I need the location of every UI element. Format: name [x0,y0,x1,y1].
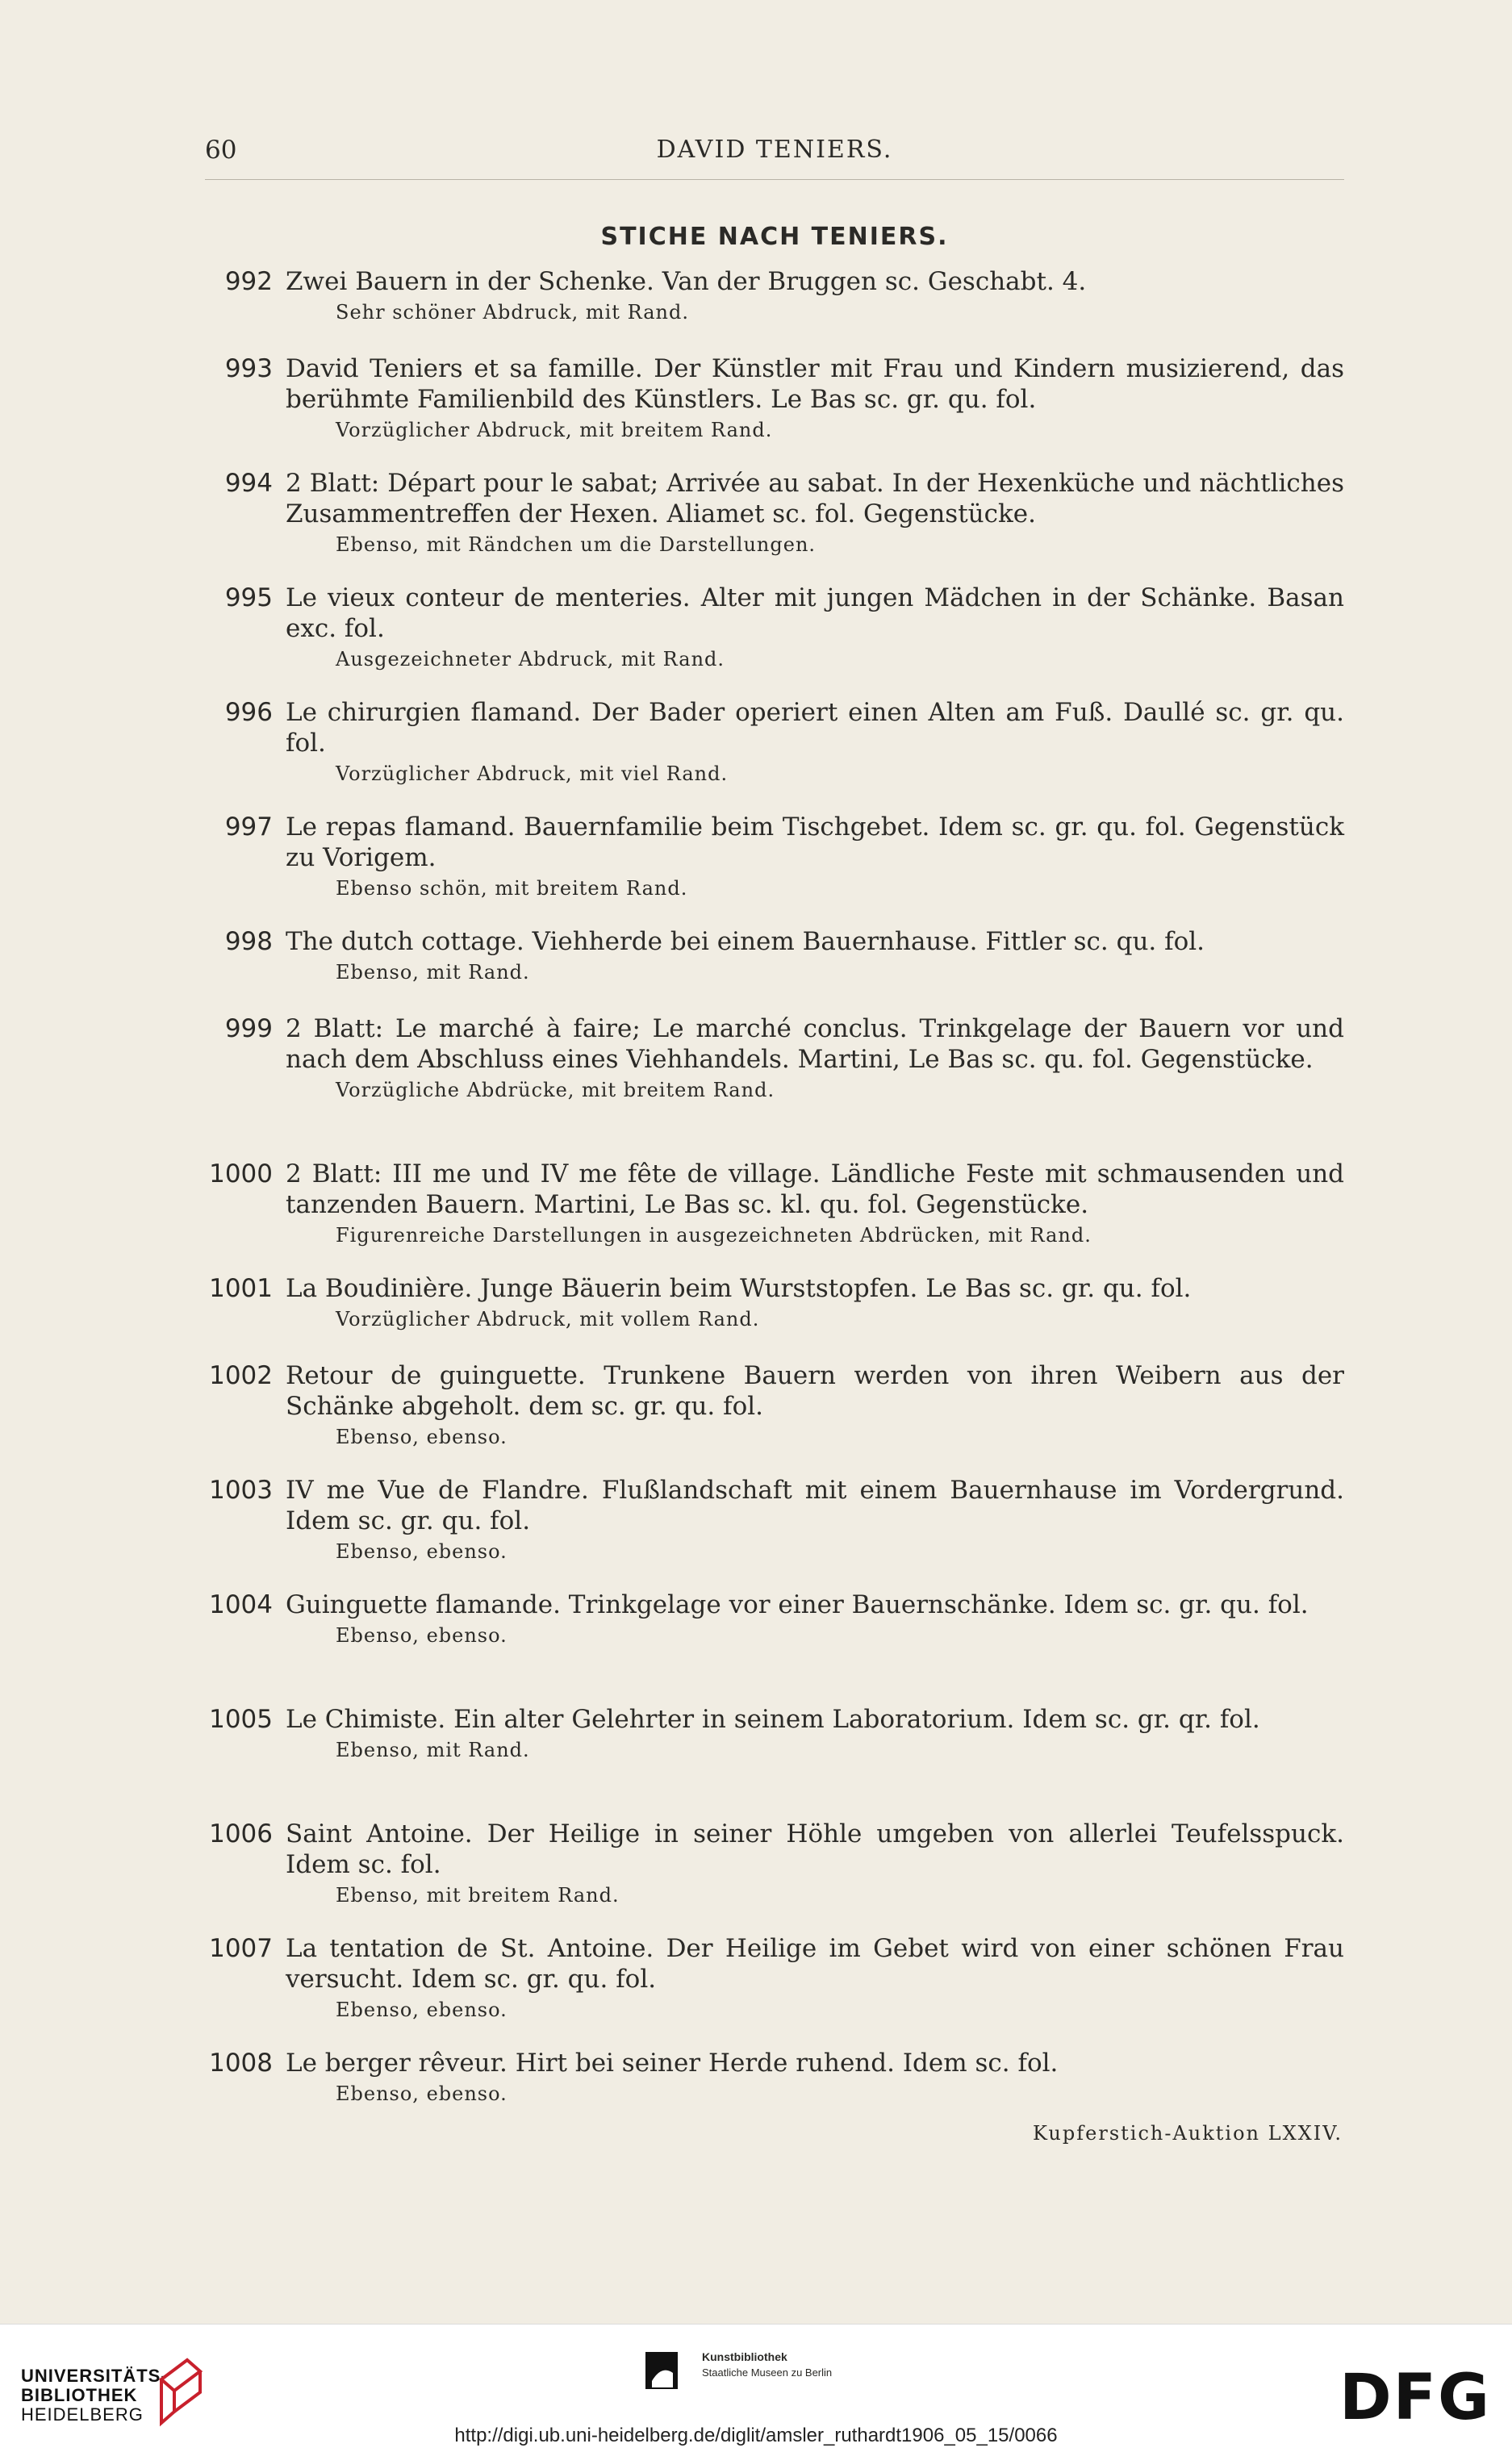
entry-number: 1001 [209,1274,273,1303]
entry-number: 996 [224,698,273,727]
entry-note: Ebenso, ebenso. [336,1624,507,1647]
entry-note: Ebenso, mit Rand. [336,1739,530,1761]
entry-note: Ebenso schön, mit breitem Rand. [336,877,688,900]
ub-logo-mark-icon [155,2355,207,2428]
entry-number: 1007 [209,1934,273,1963]
entry-text: Saint Antoine. Der Heilige in seiner Höhle umgeben von allerlei Teufelsspuck. Idem sc. fol. [286,1819,1344,1879]
page-number: 60 [205,136,237,165]
entry-number: 999 [224,1014,273,1043]
ub-logo-line3: HEIDELBERG [21,2404,144,2425]
page-header [205,136,1344,173]
catalogue-entry [205,812,1344,926]
entry-note: Ebenso, mit breitem Rand. [336,1884,620,1907]
catalogue-entry [205,1589,1344,1704]
catalogue-entry [205,1475,1344,1589]
entry-number: 997 [224,812,273,842]
entry-text: 2 Blatt: Départ pour le sabat; Arrivée au sabat. In der Hexenküche und nächtliches Zusammentreffen der Hexen. Aliamet sc. fol. Gegenstücke. [286,469,1344,528]
catalogue-entry [205,1704,1344,1819]
entry-note: Ebenso, mit Rändchen um die Darstellungen. [336,533,817,556]
entry-number: 995 [224,583,273,612]
entry-text: Zwei Bauern in der Schenke. Van der Bruggen sc. Geschabt. 4. [286,267,1087,296]
entry-text: Retour de guinguette. Trunkene Bauern werden von ihren Weibern aus der Schänke abgeholt. dem sc. gr. qu. fol. [286,1361,1344,1421]
entry-note: Sehr schöner Abdruck, mit Rand. [336,301,689,324]
entry-number: 994 [224,469,273,498]
ub-heidelberg-logo[interactable] [21,2366,168,2425]
ub-logo-line2: BIBLIOTHEK [21,2385,138,2405]
entry-number: 1006 [209,1819,273,1848]
entry-note: Vorzüglicher Abdruck, mit vollem Rand. [336,1308,760,1330]
entry-number: 998 [224,927,273,956]
entry-number: 1008 [209,2049,273,2078]
entry-note: Vorzügliche Abdrücke, mit breitem Rand. [336,1079,775,1101]
ub-logo-line1: UNIVERSITÄTS- [21,2366,168,2386]
catalogue-entry [205,697,1344,812]
entry-note: Vorzüglicher Abdruck, mit breitem Rand. [336,419,773,441]
entry-text: Le repas flamand. Bauernfamilie beim Tischgebet. Idem sc. gr. qu. fol. Gegenstück zu Vorigem. [286,812,1344,872]
entry-text: IV me Vue de Flandre. Flußlandschaft mit einem Bauernhause im Vordergrund. Idem sc. gr. qu. fol. [286,1476,1344,1535]
entry-text: Le vieux conteur de menteries. Alter mit jungen Mädchen in der Schänke. Basan exc. fol. [286,583,1344,643]
entry-text: 2 Blatt: III me und IV me fête de village. Ländliche Feste mit schmausenden und tanzenden Bauern. Martini, Le Bas sc. kl. qu. fol. Gegenstücke. [286,1159,1344,1219]
entry-text: Le Chimiste. Ein alter Gelehrter in seinem Laboratorium. Idem sc. gr. qr. fol. [286,1705,1260,1734]
entry-number: 1003 [209,1476,273,1505]
catalogue-entry [205,1933,1344,2048]
entry-number: 1000 [209,1159,273,1188]
auction-signature: Kupferstich-Auktion LXXIV. [1033,2122,1343,2145]
entry-number: 1004 [209,1590,273,1619]
catalogue-entry [205,353,1344,468]
kunstbibliothek-mark-icon [645,2349,686,2397]
entry-text: La tentation de St. Antoine. Der Heilige im Gebet wird von einer schönen Frau versucht. Idem sc. gr. qu. fol. [286,1934,1344,1994]
catalogue-entry [205,583,1344,697]
entry-note: Figurenreiche Darstellungen in ausgezeichneten Abdrücken, mit Rand. [336,1224,1092,1247]
entry-number: 1002 [209,1361,273,1390]
entry-note: Ausgezeichneter Abdruck, mit Rand. [336,648,725,670]
entry-text: Guinguette flamande. Trinkgelage vor einer Bauernschänke. Idem sc. gr. qu. fol. [286,1590,1309,1619]
entry-text: 2 Blatt: Le marché à faire; Le marché conclus. Trinkgelage der Bauern vor und nach dem Abschluss eines Viehhandels. Martini, Le Bas sc. qu. fol. Gegenstücke. [286,1014,1344,1074]
entry-number: 993 [224,354,273,383]
header-divider [205,179,1344,180]
entry-note: Ebenso, ebenso. [336,1426,507,1448]
entry-note: Ebenso, ebenso. [336,2082,507,2105]
catalogue-entry [205,266,1344,353]
entry-note: Ebenso, ebenso. [336,1999,507,2021]
catalogue-entry [205,1159,1344,1273]
catalogue-entry [205,1819,1344,1933]
kb-title: Kunstbibliothek [702,2350,787,2363]
entry-text: David Teniers et sa famille. Der Künstler mit Frau und Kindern musizierend, das berühmte Familienbild des Künstlers. Le Bas sc. gr. qu. fol. [286,354,1344,414]
catalogue-entry [205,926,1344,1013]
catalogue-entry [205,468,1344,583]
entry-text: La Boudinière. Junge Bäuerin beim Wurststopfen. Le Bas sc. gr. qu. fol. [286,1274,1192,1303]
entry-note: Vorzüglicher Abdruck, mit viel Rand. [336,762,729,785]
entry-note: Ebenso, ebenso. [336,1540,507,1563]
catalogue-entry [205,1013,1344,1159]
section-title: STICHE NACH TENIERS. [600,223,949,251]
catalogue-entries [205,266,1344,2135]
entry-text: The dutch cottage. Viehherde bei einem Bauernhause. Fittler sc. qu. fol. [286,927,1205,956]
entry-number: 1005 [209,1705,273,1734]
permalink-url[interactable]: http://digi.ub.uni-heidelberg.de/diglit/amsler_ruthardt1906_05_15/0066 [454,2425,1058,2446]
footer-bar [0,2324,1512,2452]
entry-number: 992 [224,267,273,296]
catalogue-entry [205,1273,1344,1360]
catalogue-entry [205,1360,1344,1475]
entry-note: Ebenso, mit Rand. [336,961,530,984]
entry-text: Le berger rêveur. Hirt bei seiner Herde ruhend. Idem sc. fol. [286,2049,1059,2078]
kb-subtitle: Staatliche Museen zu Berlin [702,2366,833,2379]
entry-text: Le chirurgien flamand. Der Bader operiert einen Alten am Fuß. Daullé sc. gr. qu. fol. [286,698,1344,758]
running-title: DAVID TENIERS. [656,136,893,164]
dfg-logo[interactable]: DFG [1339,2362,1491,2434]
